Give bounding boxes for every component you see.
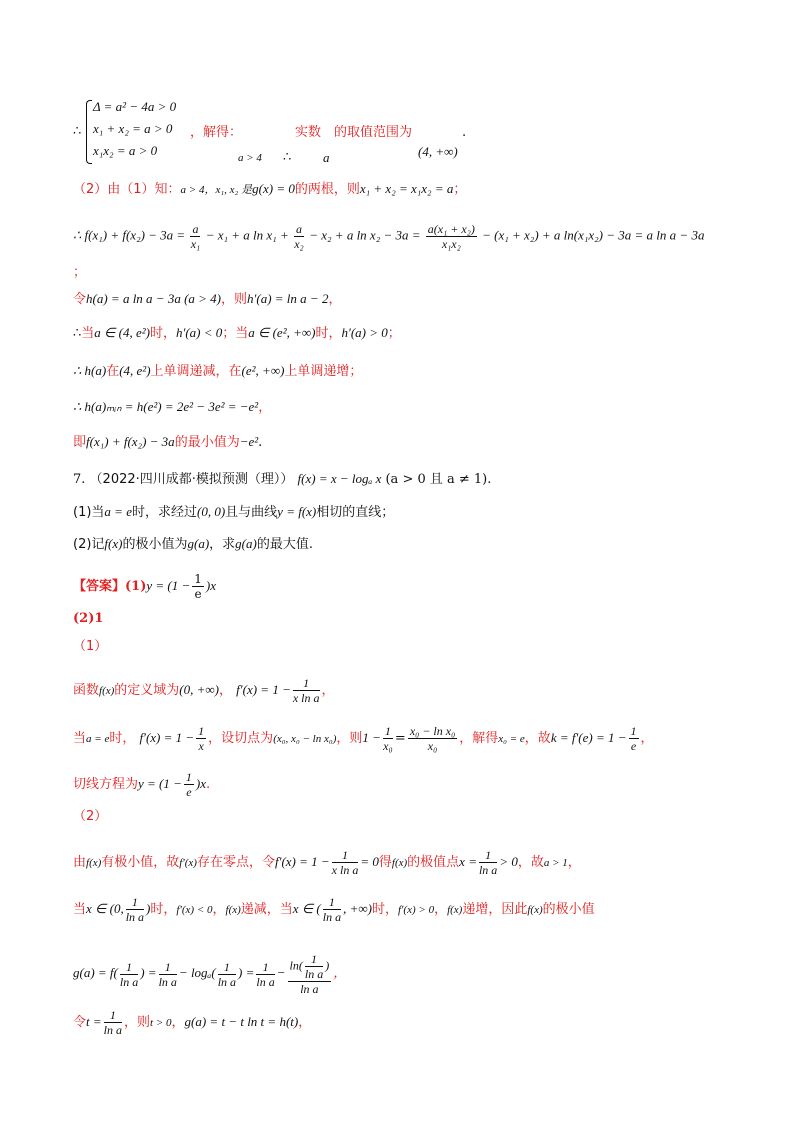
frac-a-x1: $\frac{a}{\text{x₁}}$ xyxy=(190,222,201,251)
sign-line: ∴当a ∈ (4, e²)时，h′(a) < 0；当a ∈ (e², +∞)时，h′(a) > 0； xyxy=(73,325,401,341)
question-7 xyxy=(73,470,491,489)
a-gt-4: a > 4 xyxy=(238,152,262,164)
question-cond: (a > 0 且 a ≠ 1). xyxy=(385,472,492,487)
system-brace xyxy=(86,100,92,164)
system-line-3: x₁x₂ = a > 0 xyxy=(93,143,158,158)
system-line-1: Δ = a² − 4a > 0 xyxy=(93,99,177,114)
tangent-line-calc: 当a = e时， f′(x) = 1 − $\frac{1}{x}$ ，设切点为(x₀, x₀ − ln x₀)，则1 − $\frac{1}{\text{x₀}}$ = $\frac{\text{x₀ − ln x₀}}{\text{x₀}}$ ，解得x₀ = e，故k = f′(e) = 1 − $\frac{1}{e}$ ， xyxy=(73,724,654,753)
answer-part-2: (2)1 xyxy=(73,611,104,626)
solve-label: ，解得： xyxy=(190,125,243,140)
a-variable: a xyxy=(323,150,330,165)
big-eq-b: − x₁ + a ln x₁ + xyxy=(205,227,289,243)
monotonic-line-2: 当x ∈ (0, $\frac{1}{\text{ln a}}$ )时，f′(x) < 0，f(x)递减，当x ∈ ( $\frac{1}{\text{ln a}}$ , +∞)时，f′(x) > 0，f(x)递增，因此f(x)的极小值 xyxy=(73,895,595,924)
part2-line-1 xyxy=(73,180,466,199)
semicolon: ； xyxy=(453,182,467,197)
semicolon-2: ； xyxy=(73,265,87,280)
period: . xyxy=(462,125,467,140)
tangent-equation: 切线方程为y = (1 − $\frac{1}{e}$ )x. xyxy=(73,770,211,799)
substitution-line: 令t = $\frac{1}{\text{ln a}}$ ，则t > 0，g(a) = t − t ln t = h(t)， xyxy=(73,1008,312,1037)
question-part-1: (1)当a = e时，求经过(0, 0)且与曲线y = f(x)相切的直线； xyxy=(73,504,395,520)
big-eq-c: − x₂ + a ln x₂ − 3a = xyxy=(309,227,421,243)
therefore-symbol-2: ∴ xyxy=(283,150,292,165)
extreme-line: 由f(x)有极小值，故f′(x)存在零点，令f′(x) = 1 − $\frac{1}{\text{x ln a}}$ = 0得f(x)的极值点x = $\frac{1}{\text{ln a}}$ > 0，故a > 1， xyxy=(73,848,581,877)
therefore-symbol: ∴ xyxy=(73,124,82,139)
big-eq-a: ∴ f(x₁) + f(x₂) − 3a = xyxy=(73,227,186,243)
g-eq-zero: g(x) = 0 xyxy=(252,181,295,196)
domain-line: 函数f(x)的定义域为(0, +∞)， f′(x) = 1 − $\frac{1}{\text{x ln a}}$ ， xyxy=(73,676,335,705)
h-prime: h′(a) = ln a − 2 xyxy=(247,291,329,306)
interval-answer: (4, +∞) xyxy=(418,144,458,159)
big-eq-d: − (x₁ + x₂) + a ln(x₁x₂) − 3a = a ln a − 3a xyxy=(482,227,705,243)
min-line: ∴ h(a)ₘᵢₙ = h(e²) = 2e² − 3e² = −e²， xyxy=(73,399,272,415)
g-of-a-line: g(a) = f( $\frac{1}{\text{ln a}}$ ) = $\frac{1}{\text{ln a}}$ − logₐ( $\frac{1}{\text{ln a}}$ ) = $\frac{1}{\text{ln a}}$ − ln( $\frac{1}{\text{ln a}}$ ) ln a ， xyxy=(73,952,347,996)
roots-label: 的两根，则 xyxy=(294,182,360,197)
sum-eq: x₁ + x₂ = x₁x₂ = a xyxy=(359,181,454,196)
then-label: ，则 xyxy=(221,292,248,307)
big-equation xyxy=(73,222,704,251)
conclusion-line: 即f(x₁) + f(x₂) − 3a的最小值为−e². xyxy=(73,434,263,450)
frac-sum: $\frac{\text{a(x₁ + x₂)}}{\text{x₁x₂}}$ xyxy=(427,222,475,251)
h-def-line xyxy=(73,290,341,309)
monotonic-line: ∴ h(a)在(4, e²)上单调递减，在(e², +∞)上单调递增； xyxy=(73,363,363,379)
answer-line: 【答案】(1)y = (1 − $\frac{1}{e}$ )x xyxy=(73,572,217,601)
frac-a-x2: $\frac{a}{\text{x₂}}$ xyxy=(294,222,304,251)
real-label: 实数 xyxy=(295,125,322,140)
answer-label: 【答案】 xyxy=(73,579,126,594)
h-def: h(a) = a ln a − 3a (a > 4) xyxy=(86,291,222,306)
part2-cond: a > 4，x₁, x₂ 是 xyxy=(180,184,253,196)
question-number: 7. xyxy=(73,472,86,487)
range-label: 的取值范围为 xyxy=(334,125,413,140)
question-source: （2022·四川成都·模拟预测（理）） xyxy=(89,472,294,487)
sol1-head: （1） xyxy=(73,639,108,654)
answer-frac: $\frac{1}{e}$ xyxy=(194,572,202,601)
question-part-2: (2)记f(x)的极小值为g(a)，求g(a)的最大值. xyxy=(73,536,313,552)
part2-intro: （2）由（1）知： xyxy=(73,182,181,197)
let-label: 令 xyxy=(73,292,87,307)
system-line-2: x₁ + x₂ = a > 0 xyxy=(93,121,173,136)
sol2-head: （2） xyxy=(73,809,108,824)
comma: ， xyxy=(328,292,342,307)
question-func: f(x) = x − logₐ x xyxy=(297,471,382,486)
